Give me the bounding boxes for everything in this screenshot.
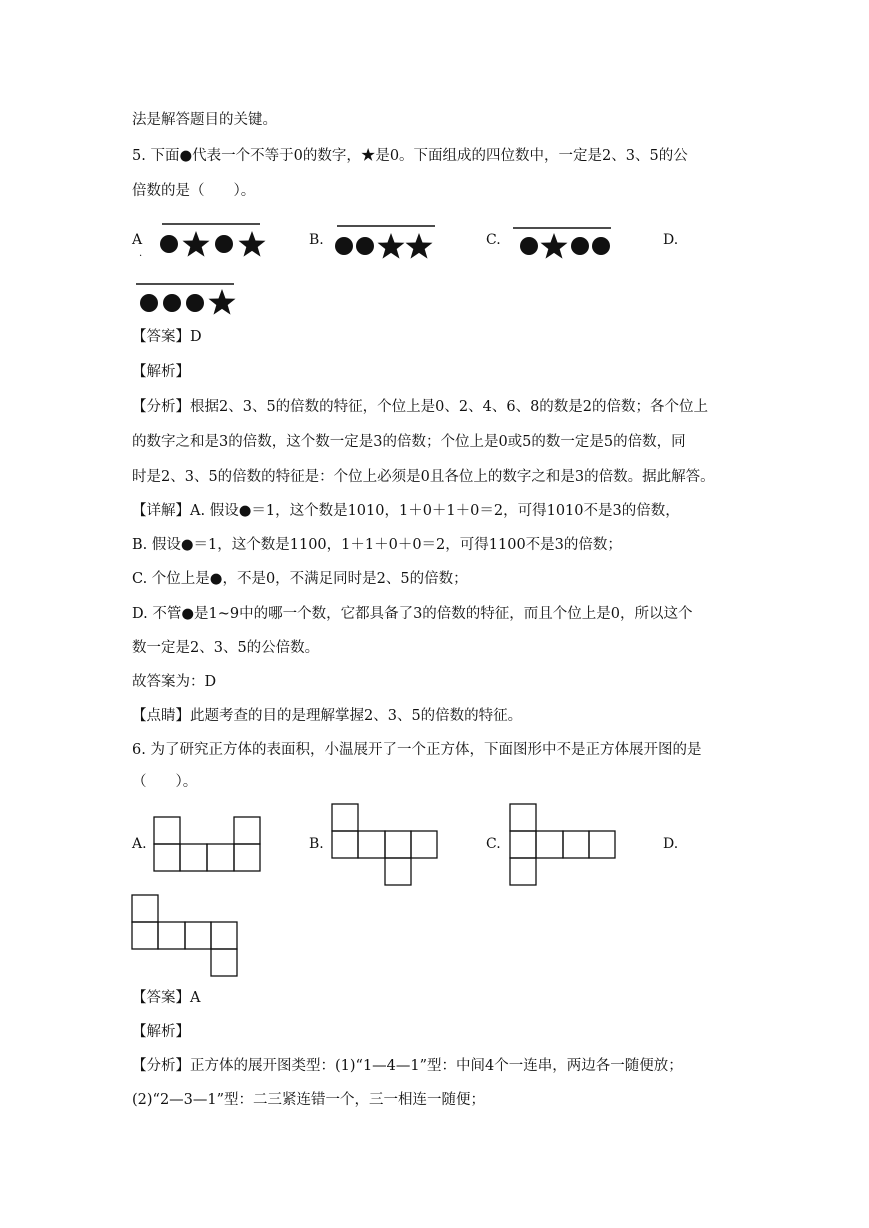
q6-option-b-label: B. <box>309 836 324 852</box>
question-6-stem: 6. 为了研究正方体的表面积，小温展开了一个正方体，下面图形中不是正方体展开图的是 <box>132 742 702 758</box>
text-line: (2)“2—3—1”型：二三紧连错一个，三一相连一随便； <box>132 1092 486 1108</box>
question-5-stem: 5. 下面●代表一个不等于0的数字，★是0。下面组成的四位数中，一定是2、3、5的公 <box>132 148 688 164</box>
q6-option-d-label: D. <box>663 836 679 852</box>
option-a-label: A <box>132 232 143 248</box>
text-line: D. 不管●是1~9中的哪一个数，它都具备了3的倍数的特征，而且个位上是0，所以这个 <box>132 606 693 622</box>
text-line: C. 个位上是●，不是0，不满足同时是2、5的倍数； <box>132 571 468 587</box>
q6-option-a-net <box>153 816 263 874</box>
option-c-label: C. <box>486 232 501 248</box>
option-d-number <box>132 281 242 321</box>
text-line: B. 假设●＝1，这个数是1100，1＋1＋0＋0＝2，可得1100不是3的倍数； <box>132 537 622 553</box>
analysis-heading: 【解析】 <box>132 364 190 380</box>
question-6-stem-cont: （ ）。 <box>132 774 198 790</box>
answer-line: 【答案】A <box>132 990 201 1006</box>
question-5-stem-cont: 倍数的是（ ）。 <box>132 183 256 199</box>
text-line: 【分析】正方体的展开图类型：(1)“1—4—1”型：中间4个一连串，两边各一随便放； <box>132 1058 683 1074</box>
q6-option-c-net <box>509 803 619 887</box>
option-a-dot: . <box>139 248 143 259</box>
analysis-heading: 【解析】 <box>132 1024 190 1040</box>
text-line: 法是解答题目的关键。 <box>132 112 277 128</box>
answer-line: 【答案】D <box>132 329 202 345</box>
option-b-label: B. <box>309 232 324 248</box>
text-line: 【分析】根据2、3、5的倍数的特征，个位上是0、2、4、6、8的数是2的倍数；各个位上 <box>132 399 709 415</box>
text-line: 故答案为：D <box>132 674 217 690</box>
option-d-label: D. <box>663 232 679 248</box>
option-a-number <box>156 222 272 262</box>
q6-option-a-label: A. <box>132 836 147 852</box>
q6-option-b-net <box>331 803 441 887</box>
text-line: 【详解】A. 假设●＝1，这个数是1010，1＋0＋1＋0＝2，可得1010不是3的倍数， <box>132 503 680 519</box>
text-line: 【点睛】此题考查的目的是理解掌握2、3、5的倍数的特征。 <box>132 708 523 724</box>
q6-option-c-label: C. <box>486 836 501 852</box>
text-line: 的数字之和是3的倍数，这个数一定是3的倍数；个位上是0或5的数一定是5的倍数，同 <box>132 434 686 450</box>
option-b-number <box>331 224 441 264</box>
text-line: 时是2、3、5的倍数的特征是：个位上必须是0且各位上的数字之和是3的倍数。据此解答。 <box>132 469 715 485</box>
q6-option-d-net <box>131 894 241 978</box>
text-line: 数一定是2、3、5的公倍数。 <box>132 640 320 656</box>
option-c-number <box>509 224 619 264</box>
